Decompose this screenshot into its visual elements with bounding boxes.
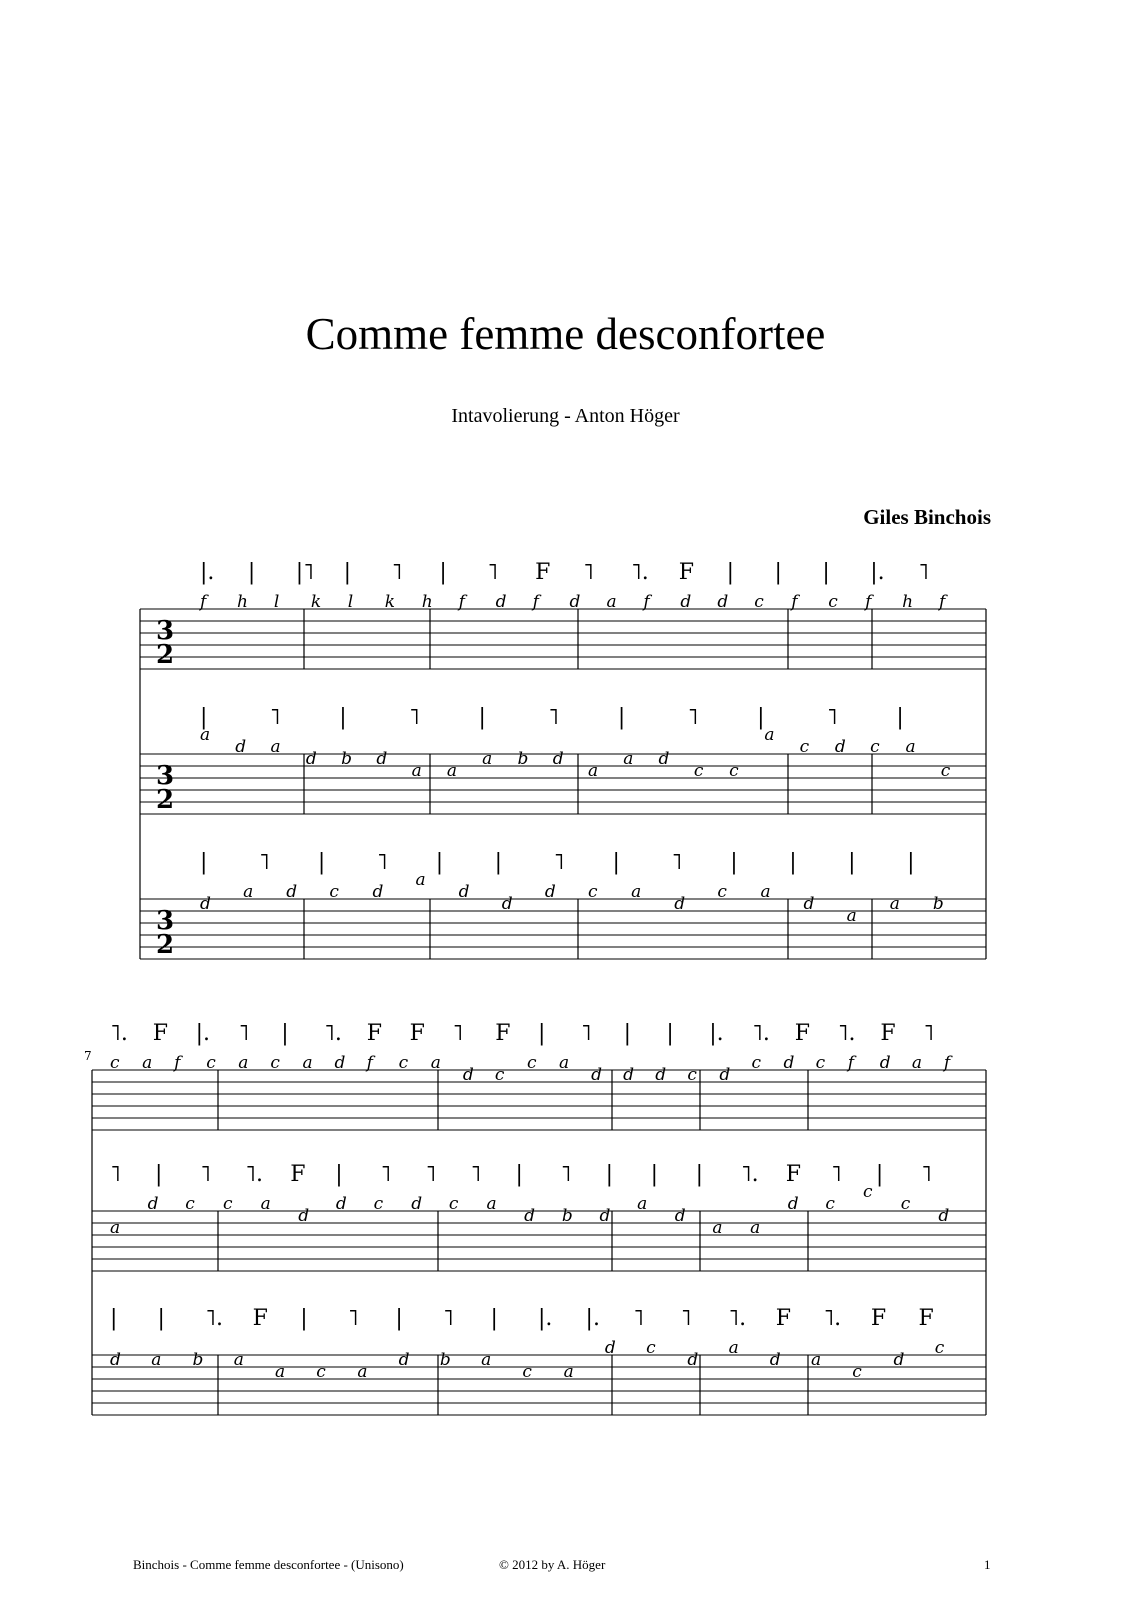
rhythm-flag: ˥. xyxy=(752,1021,770,1046)
rhythm-flag: | xyxy=(200,850,208,875)
rhythm-flag: ˥ xyxy=(110,1162,121,1187)
tab-letter: d xyxy=(783,1053,795,1073)
tab-letter: c xyxy=(870,737,880,757)
rhythm-flag: | xyxy=(478,705,486,730)
tab-letter: d xyxy=(623,1065,635,1085)
rhythm-flag: | xyxy=(730,850,738,875)
rhythm-flag: ˥ xyxy=(380,1162,392,1187)
rhythm-flag: ˥ xyxy=(826,705,838,730)
rhythm-flag: F xyxy=(918,1306,934,1331)
tab-letter: a xyxy=(606,592,617,612)
footer-left-text: Binchois - Comme femme desconfortee - (Unisono) xyxy=(133,1557,404,1572)
tab-letter: c xyxy=(448,1194,459,1214)
tab-letter: d xyxy=(376,749,388,769)
rhythm-flag: | xyxy=(617,705,626,730)
rhythm-flag: | xyxy=(623,1021,632,1046)
tab-letter: d xyxy=(335,1194,347,1214)
footer-copyright: © 2012 by A. Höger xyxy=(499,1557,606,1572)
rhythm-flag: | xyxy=(343,560,352,585)
rhythm-flag: ˥. xyxy=(205,1306,223,1331)
rhythm-flag: | xyxy=(494,850,503,875)
rhythm-flag: ˥ xyxy=(376,850,388,875)
rhythm-flag: ˥ xyxy=(633,1306,644,1331)
tab-letter: d xyxy=(687,1350,699,1370)
rhythm-flag: ˥ xyxy=(548,705,560,730)
tab-letter: c xyxy=(863,1182,873,1202)
tab-letter: a xyxy=(446,761,458,781)
rhythm-flag: | xyxy=(774,560,782,585)
tab-letter: a xyxy=(238,1053,249,1073)
tab-letter: k xyxy=(310,592,322,612)
tab-letter: f xyxy=(532,592,539,612)
rhythm-flag: | xyxy=(155,1162,163,1187)
measure-number: 7 xyxy=(84,1049,92,1063)
tab-letter: a xyxy=(357,1362,368,1382)
tab-letter: h xyxy=(902,592,914,612)
rhythm-flag: |. xyxy=(709,1021,724,1046)
rhythm-flag: | xyxy=(335,1162,343,1187)
rhythm-flag: | xyxy=(612,850,620,875)
tab-letter: a xyxy=(142,1053,153,1073)
tab-letter: d xyxy=(719,1065,731,1085)
rhythm-flag: ˥ xyxy=(408,705,420,730)
tab-letter: a xyxy=(481,1350,492,1370)
tab-letter: b xyxy=(192,1350,204,1370)
tab-letter: f xyxy=(791,592,798,612)
tab-letter: a xyxy=(260,1194,271,1214)
tab-letter: c xyxy=(329,882,339,902)
tab-letter: d xyxy=(495,592,507,612)
rhythm-flag: | xyxy=(896,705,904,730)
rhythm-flag: ˥. xyxy=(728,1306,747,1331)
time-signature-bottom: 2 xyxy=(156,785,175,815)
tab-letter: d xyxy=(200,894,211,914)
rhythm-flag: | xyxy=(848,850,856,875)
tab-letter: c xyxy=(110,1053,120,1073)
tab-letter: f xyxy=(943,1053,951,1073)
rhythm-flag: F xyxy=(880,1021,896,1046)
rhythm-flag: ˥. xyxy=(740,1162,759,1187)
rhythm-flag: ˥ xyxy=(200,1162,211,1187)
tab-letter: d xyxy=(298,1206,310,1226)
rhythm-flag: ˥ xyxy=(470,1162,482,1187)
rhythm-flag: | xyxy=(439,560,447,585)
rhythm-flag: F xyxy=(870,1306,887,1331)
rhythm-flag: | xyxy=(157,1306,165,1331)
rhythm-flag: | xyxy=(726,560,735,585)
rhythm-flag: ˥ xyxy=(391,560,403,585)
rhythm-flag: | xyxy=(666,1021,674,1046)
tab-letter: c xyxy=(754,592,764,612)
rhythm-flag: F xyxy=(252,1306,268,1331)
tab-letter: b xyxy=(341,749,352,769)
tab-letter: b xyxy=(517,749,529,769)
rhythm-flag: | xyxy=(300,1306,308,1331)
tab-letter: a xyxy=(712,1218,723,1238)
tab-letter: a xyxy=(411,761,422,781)
tab-letter: d xyxy=(658,749,670,769)
rhythm-flag: | xyxy=(339,705,347,730)
tab-letter: d xyxy=(803,894,815,914)
tab-letter: a xyxy=(623,749,634,769)
tab-letter: f xyxy=(847,1053,855,1073)
time-signature-top: 3 xyxy=(156,906,175,936)
rhythm-flag: F xyxy=(366,1021,383,1046)
tab-letter: a xyxy=(233,1350,244,1370)
tab-letter: f xyxy=(174,1053,181,1073)
tab-letter: d xyxy=(717,592,729,612)
rhythm-flag: ˥. xyxy=(823,1306,842,1331)
tab-letter: h xyxy=(236,592,248,612)
rhythm-flag: F xyxy=(152,1021,169,1046)
rhythm-flag: ˥ xyxy=(583,560,594,585)
tab-letter: c xyxy=(751,1053,762,1073)
time-signature-top: 3 xyxy=(156,761,175,791)
composer-name: Giles Binchois xyxy=(863,505,991,529)
rhythm-flag: ˥. xyxy=(110,1021,128,1046)
rhythm-flag: | xyxy=(605,1162,614,1187)
rhythm-flag: F xyxy=(290,1162,306,1187)
rhythm-flag: | xyxy=(907,850,915,875)
tab-staff-1 xyxy=(92,1021,986,1211)
tab-letter: b xyxy=(932,894,944,914)
tab-letter: k xyxy=(384,592,396,612)
rhythm-flag: | xyxy=(538,1021,546,1046)
rhythm-flag: ˥ xyxy=(238,1021,250,1046)
rhythm-flag: ˥ xyxy=(923,1021,935,1046)
tab-letter: c xyxy=(270,1053,280,1073)
tab-letter: d xyxy=(599,1206,611,1226)
tab-letter: a xyxy=(750,1218,761,1238)
tab-letter: c xyxy=(522,1362,532,1382)
rhythm-flag: |˥ xyxy=(295,560,315,585)
rhythm-flag: |. xyxy=(870,560,885,585)
tab-letter: c xyxy=(852,1362,862,1382)
rhythm-flag: ˥ xyxy=(553,850,565,875)
tab-letter: c xyxy=(799,737,810,757)
tab-letter: d xyxy=(591,1065,603,1085)
tab-letter: d xyxy=(147,1194,159,1214)
rhythm-flag: F xyxy=(794,1021,811,1046)
rhythm-flag: ˥ xyxy=(258,850,270,875)
rhythm-flag: ˥ xyxy=(452,1021,464,1046)
tab-letter: f xyxy=(200,592,207,612)
rhythm-flag: ˥ xyxy=(671,850,683,875)
rhythm-flag: | xyxy=(650,1162,659,1187)
tab-staff-3 xyxy=(140,850,986,960)
tab-letter: d xyxy=(938,1206,950,1226)
tab-letter: d xyxy=(110,1350,121,1370)
tab-letter: d xyxy=(305,749,317,769)
rhythm-flag: ˥ xyxy=(920,1162,932,1187)
rhythm-flag: ˥ xyxy=(687,705,699,730)
tab-letter: c xyxy=(185,1194,195,1214)
tab-letter: d xyxy=(544,882,556,902)
rhythm-flag: ˥ xyxy=(918,560,929,585)
tab-letter: h xyxy=(421,592,433,612)
rhythm-flag: | xyxy=(822,560,830,585)
rhythm-flag: |. xyxy=(195,1021,211,1046)
rhythm-flag: ˥ xyxy=(680,1306,692,1331)
rhythm-flag: | xyxy=(875,1162,884,1187)
rhythm-flag: | xyxy=(515,1162,523,1187)
tab-letter: c xyxy=(316,1362,326,1382)
tab-letter: f xyxy=(366,1053,373,1073)
tab-letter: d xyxy=(893,1350,905,1370)
tab-letter: c xyxy=(940,761,951,781)
tab-letter: c xyxy=(206,1053,216,1073)
rhythm-flag: | xyxy=(490,1306,498,1331)
footer-page-number: 1 xyxy=(984,1557,991,1572)
tab-letter: a xyxy=(631,882,642,902)
rhythm-flag: | xyxy=(395,1306,403,1331)
rhythm-flag: |. xyxy=(200,560,215,585)
tab-letter: d xyxy=(411,1194,423,1214)
tab-letter: a xyxy=(302,1053,313,1073)
tab-letter: a xyxy=(811,1350,822,1370)
tab-letter: a xyxy=(905,737,916,757)
tab-letter: l xyxy=(273,592,280,612)
tab-letter: c xyxy=(222,1194,233,1214)
tab-letter: a xyxy=(559,1053,570,1073)
tab-letter: a xyxy=(846,906,857,926)
tablature-system-2 xyxy=(84,1021,986,1415)
rhythm-flag: | xyxy=(200,705,208,730)
rhythm-flag: ˥ xyxy=(830,1162,842,1187)
tab-letter: d xyxy=(398,1350,410,1370)
rhythm-flag: F xyxy=(409,1021,425,1046)
tab-letter: f xyxy=(458,592,465,612)
tab-letter: d xyxy=(552,749,564,769)
tab-letter: f xyxy=(939,592,946,612)
tab-letter: d xyxy=(674,894,686,914)
tab-letter: c xyxy=(373,1194,384,1214)
tab-letter: a xyxy=(415,870,426,890)
tab-letter: a xyxy=(588,761,599,781)
rhythm-flag: | xyxy=(435,850,444,875)
tab-letter: a xyxy=(563,1362,574,1382)
tab-letter: d xyxy=(674,1206,686,1226)
tab-letter: a xyxy=(728,1338,739,1358)
tab-letter: c xyxy=(934,1338,945,1358)
tab-letter: c xyxy=(398,1053,409,1073)
tab-letter: b xyxy=(439,1350,451,1370)
tab-letter: a xyxy=(243,882,254,902)
rhythm-flag: ˥ xyxy=(269,705,281,730)
tab-letter: d xyxy=(235,737,247,757)
tab-letter: a xyxy=(764,725,775,745)
tab-letter: a xyxy=(110,1218,121,1238)
tab-letter: a xyxy=(274,1362,286,1382)
tab-letter: d xyxy=(501,894,513,914)
tab-letter: a xyxy=(760,882,771,902)
rhythm-flag: |. xyxy=(538,1306,553,1331)
tab-staff-3 xyxy=(92,1306,986,1415)
tab-letter: c xyxy=(717,882,727,902)
tab-letter: a xyxy=(430,1053,441,1073)
tab-letter: d xyxy=(458,882,470,902)
tablature-system-1 xyxy=(140,560,986,960)
tab-letter: a xyxy=(486,1194,497,1214)
tab-letter: a xyxy=(482,749,493,769)
rhythm-flag: ˥ xyxy=(347,1306,359,1331)
tab-letter: a xyxy=(270,737,281,757)
tab-letter: d xyxy=(286,882,298,902)
time-signature-top: 3 xyxy=(156,616,175,646)
tab-letter: d xyxy=(569,592,581,612)
tab-letter: c xyxy=(693,761,704,781)
rhythm-flag: ˥. xyxy=(630,560,649,585)
rhythm-flag: | xyxy=(317,850,326,875)
tab-letter: d xyxy=(462,1065,474,1085)
piece-subtitle: Intavolierung - Anton Höger xyxy=(451,405,680,427)
time-signature-bottom: 2 xyxy=(156,640,175,670)
tab-letter: d xyxy=(879,1053,891,1073)
tab-letter: d xyxy=(834,737,846,757)
rhythm-flag: | xyxy=(281,1021,289,1046)
rhythm-flag: | xyxy=(247,560,256,585)
tab-letter: d xyxy=(334,1053,346,1073)
tab-letter: a xyxy=(151,1350,162,1370)
rhythm-flag: | xyxy=(757,705,765,730)
time-signature-bottom: 2 xyxy=(156,930,175,960)
rhythm-flag: | xyxy=(789,850,797,875)
tab-letter: d xyxy=(680,592,692,612)
rhythm-flag: ˥ xyxy=(487,560,499,585)
tab-letter: c xyxy=(646,1338,656,1358)
rhythm-flag: | xyxy=(695,1162,704,1187)
rhythm-flag: F xyxy=(678,560,695,585)
tab-letter: a xyxy=(637,1194,648,1214)
rhythm-flag: ˥ xyxy=(580,1021,592,1046)
rhythm-flag: ˥. xyxy=(324,1021,342,1046)
rhythm-flag: ˥ xyxy=(442,1306,454,1331)
tab-letter: c xyxy=(815,1053,826,1073)
rhythm-flag: ˥. xyxy=(837,1021,856,1046)
tab-letter: d xyxy=(524,1206,536,1226)
tab-letter: b xyxy=(561,1206,573,1226)
tab-letter: c xyxy=(729,761,739,781)
rhythm-flag: ˥. xyxy=(245,1162,264,1187)
rhythm-flag: |. xyxy=(585,1306,600,1331)
tab-letter: a xyxy=(911,1053,922,1073)
tab-letter: c xyxy=(526,1053,537,1073)
tab-letter: d xyxy=(372,882,384,902)
tab-letter: f xyxy=(865,592,872,612)
tab-letter: f xyxy=(643,592,650,612)
tab-letter: c xyxy=(588,882,598,902)
tab-letter: c xyxy=(494,1065,505,1085)
rhythm-flag: ˥ xyxy=(560,1162,572,1187)
tab-letter: a xyxy=(200,725,211,745)
tab-letter: d xyxy=(604,1338,616,1358)
tab-letter: d xyxy=(655,1065,667,1085)
rhythm-flag: F xyxy=(775,1306,792,1331)
tab-letter: c xyxy=(687,1065,697,1085)
tab-letter: d xyxy=(769,1350,781,1370)
rhythm-flag: ˥ xyxy=(425,1162,437,1187)
tab-letter: c xyxy=(900,1194,911,1214)
tab-letter: c xyxy=(825,1194,835,1214)
rhythm-flag: F xyxy=(495,1021,511,1046)
tab-letter: a xyxy=(889,894,900,914)
rhythm-flag: F xyxy=(535,560,551,585)
tab-letter: l xyxy=(347,592,354,612)
tab-staff-1 xyxy=(140,560,986,754)
tab-letter: d xyxy=(787,1194,799,1214)
rhythm-flag: | xyxy=(110,1306,118,1331)
piece-title: Comme femme desconfortee xyxy=(305,309,826,359)
rhythm-flag: F xyxy=(785,1162,802,1187)
tab-letter: c xyxy=(828,592,838,612)
